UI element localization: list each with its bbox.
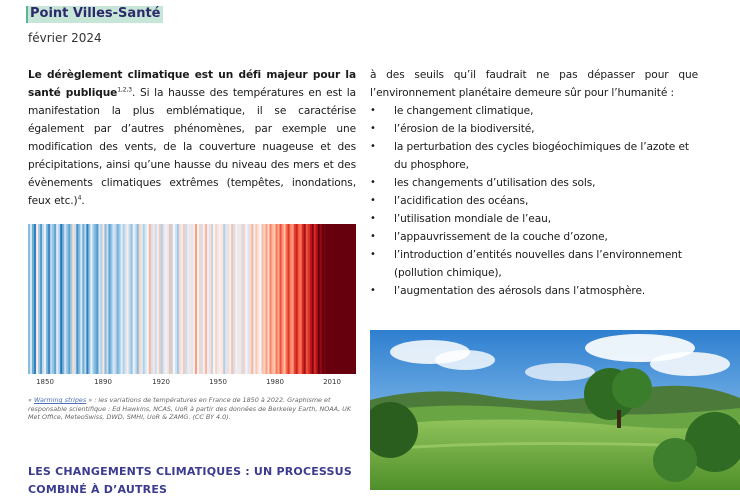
list-item: • l’introduction d’entités nouvelles dans l’environnement (pollution chimique), [370, 246, 698, 282]
list-item: • l’augmentation des aérosols dans l’atmosphère. [370, 282, 698, 300]
planetary-boundaries-list [370, 102, 698, 300]
caption-text: » : les variations de températures en France de 1850 à 2022. Graphisme et responsable scientifique : Ed Hawkins, NCAS, UoR à partir des données de Berkeley Earth, NOAA, UK Met Office, MeteoSwiss, DWD, SMHI, UoR & ZAMG. (CC BY 4.0). [28, 396, 352, 421]
warming-stripes-chart [28, 224, 356, 374]
list-item: • la perturbation des cycles biogéochimiques de l’azote et du phosphore, [370, 138, 698, 174]
warming-stripes-link[interactable]: Warming stripes [33, 396, 87, 404]
axis-tick: 1950 [209, 378, 227, 386]
section-heading: LES CHANGEMENTS CLIMATIQUES : UN PROCESSUS COMBINÉ À D’AUTRES [28, 465, 352, 496]
list-item: • l’érosion de la biodiversité, [370, 120, 698, 138]
axis-tick: 1850 [36, 378, 54, 386]
right-intro-paragraph: à des seuils qu’il faudrait ne pas dépasser pour que l’environnement planétaire demeure sûr pour l’humanité : [370, 69, 698, 99]
list-item: • l’acidification des océans, [370, 192, 698, 210]
intro-refs-end: 4 [77, 194, 82, 202]
publication-title: Point Villes-Santé [28, 6, 163, 23]
axis-tick: 2010 [323, 378, 341, 386]
left-column [28, 66, 356, 210]
figure-caption [28, 396, 358, 422]
list-item: • l’appauvrissement de la couche d’ozone, [370, 228, 698, 246]
list-item: • le changement climatique, [370, 102, 698, 120]
intro-paragraph [28, 66, 356, 210]
axis-tick: 1920 [152, 378, 170, 386]
countryside-photo [370, 330, 740, 490]
axis-tick: 1980 [266, 378, 284, 386]
list-item: • l’utilisation mondiale de l’eau, [370, 210, 698, 228]
intro-refs: 1,2,3 [117, 86, 133, 94]
axis-tick: 1890 [94, 378, 112, 386]
caption-quote: « [28, 396, 34, 404]
intro-end: . [81, 195, 85, 207]
stripes-axis [28, 374, 356, 388]
list-item: • les changements d’utilisation des sols, [370, 174, 698, 192]
publication-date: février 2024 [28, 31, 102, 45]
intro-body-text: . Si la hausse des températures en est la manifestation la plus emblématique, il se caractérise également par d’autres phénomènes, par exemple une modification des vents, de la couverture nuageuse et des précipitations, ainsi qu’une hausse du niveau des mers et des évènements climatiques extrêmes (tempêtes, inondations, feux etc.) [28, 87, 356, 207]
intro-bold-text: Le dérèglement climatique est un défi majeur pour la santé publique [28, 69, 356, 99]
right-column [370, 66, 698, 300]
stripe [354, 224, 356, 374]
